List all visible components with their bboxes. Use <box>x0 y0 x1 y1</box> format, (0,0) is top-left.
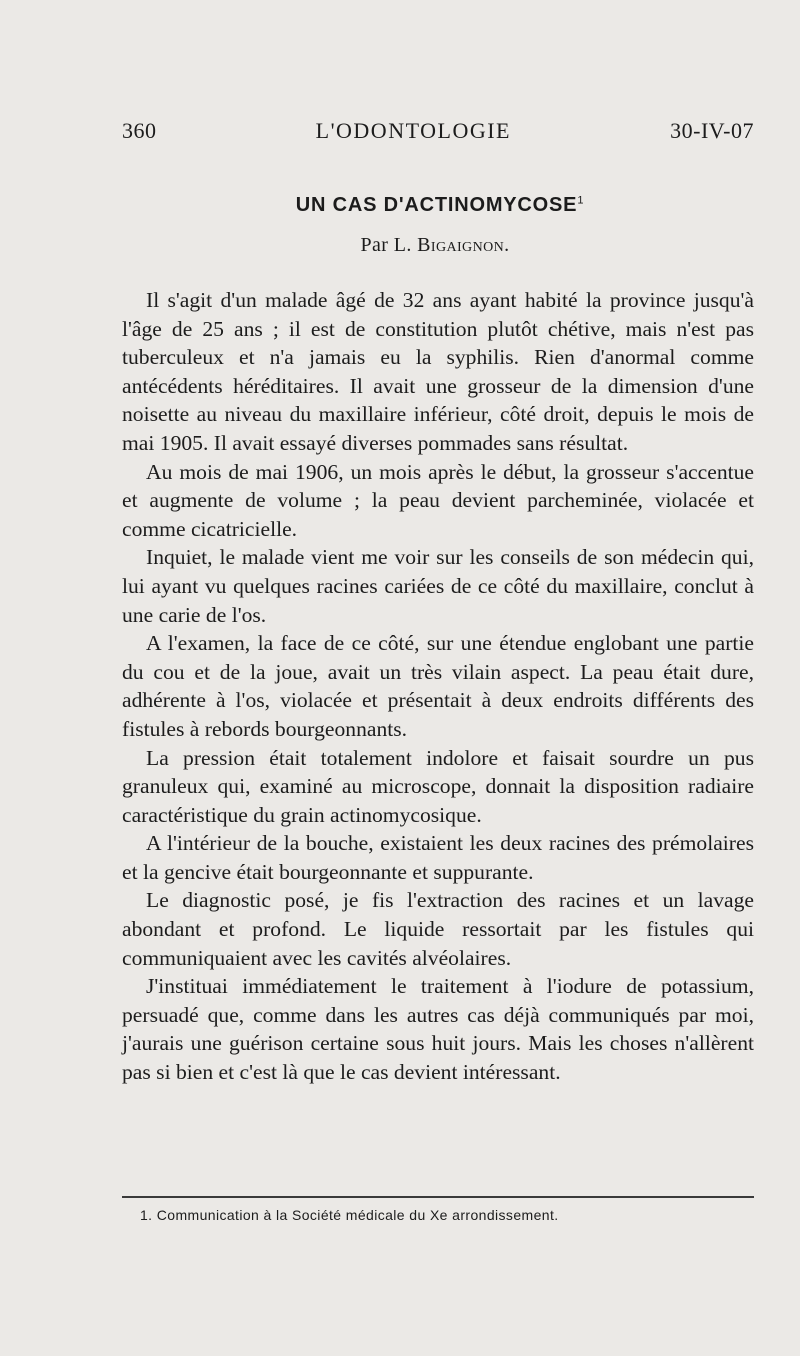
paragraph-7: Le diagnostic posé, je fis l'extraction des racines et un lavage abondant et profond. Le liquide ressortait par les fistules qui communiquaient avec les cavités alvéolaires. <box>122 888 754 970</box>
paragraph-1: Il s'agit d'un malade âgé de 32 ans ayant habité la province jusqu'à l'âge de 25 ans ; il est de constitution plutôt chétive, mais n'est pas tuberculeux et n'a jamais eu la syphilis. Rien d'anormal comme antécédents héréditaires. Il avait une grosseur de la dimension d'une noisette au niveau du maxillaire inférieur, côté droit, depuis le mois de mai 1905. Il avait essayé diverses pommades sans résultat. <box>122 288 754 455</box>
paragraph-4: A l'examen, la face de ce côté, sur une étendue englobant une partie du cou et de la joue, avait un très vilain aspect. La peau était dure, adhérente à l'os, violacée et présentait à deux endroits différents des fistules à rebords bourgeonnants. <box>122 631 754 741</box>
paragraph-3: Inquiet, le malade vient me voir sur les conseils de son médecin qui, lui ayant vu quelques racines cariées de ce côté du maxillaire, conclut à une carie de l'os. <box>122 545 754 627</box>
article-title: UN CAS D'ACTINOMYCOSE <box>295 194 578 216</box>
footnote-mark: 1 <box>577 194 585 207</box>
page-number: 360 <box>122 118 157 143</box>
author-name: Bigaignon. <box>417 234 510 256</box>
byline-prefix: Par L. <box>360 234 412 256</box>
running-header <box>122 118 754 144</box>
paragraph-2: Au mois de mai 1906, un mois après le début, la grosseur s'accentue et augmente de volume ; la peau devient parcheminée, violacée et comme cicatricielle. <box>122 459 754 541</box>
paragraph-8: J'instituai immédiatement le traitement à l'iodure de potassium, persuadé que, comme dans les autres cas déjà communiqués par moi, j'aurais une guérison certaine sous huit jours. Mais les choses n'allèrent pas si bien et c'est là que le cas devient intéressant. <box>122 974 754 1085</box>
footnote-divider <box>122 1196 754 1198</box>
article-body <box>122 286 754 1087</box>
footnote: 1. Communication à la Société médicale du Xe arrondissement. <box>140 1207 559 1223</box>
byline <box>0 234 800 257</box>
article-title-block <box>0 194 800 217</box>
journal-title: L'ODONTOLOGIE <box>315 118 511 143</box>
paragraph-5: La pression était totalement indolore et faisait sourdre un pus granuleux qui, examiné au microscope, donnait la disposition radiaire caractéristique du grain actinomycosique. <box>122 745 754 827</box>
issue-date: 30-IV-07 <box>670 118 754 143</box>
paragraph-6: A l'intérieur de la bouche, existaient les deux racines des prémolaires et la gencive était bourgeonnante et suppurante. <box>122 831 754 884</box>
